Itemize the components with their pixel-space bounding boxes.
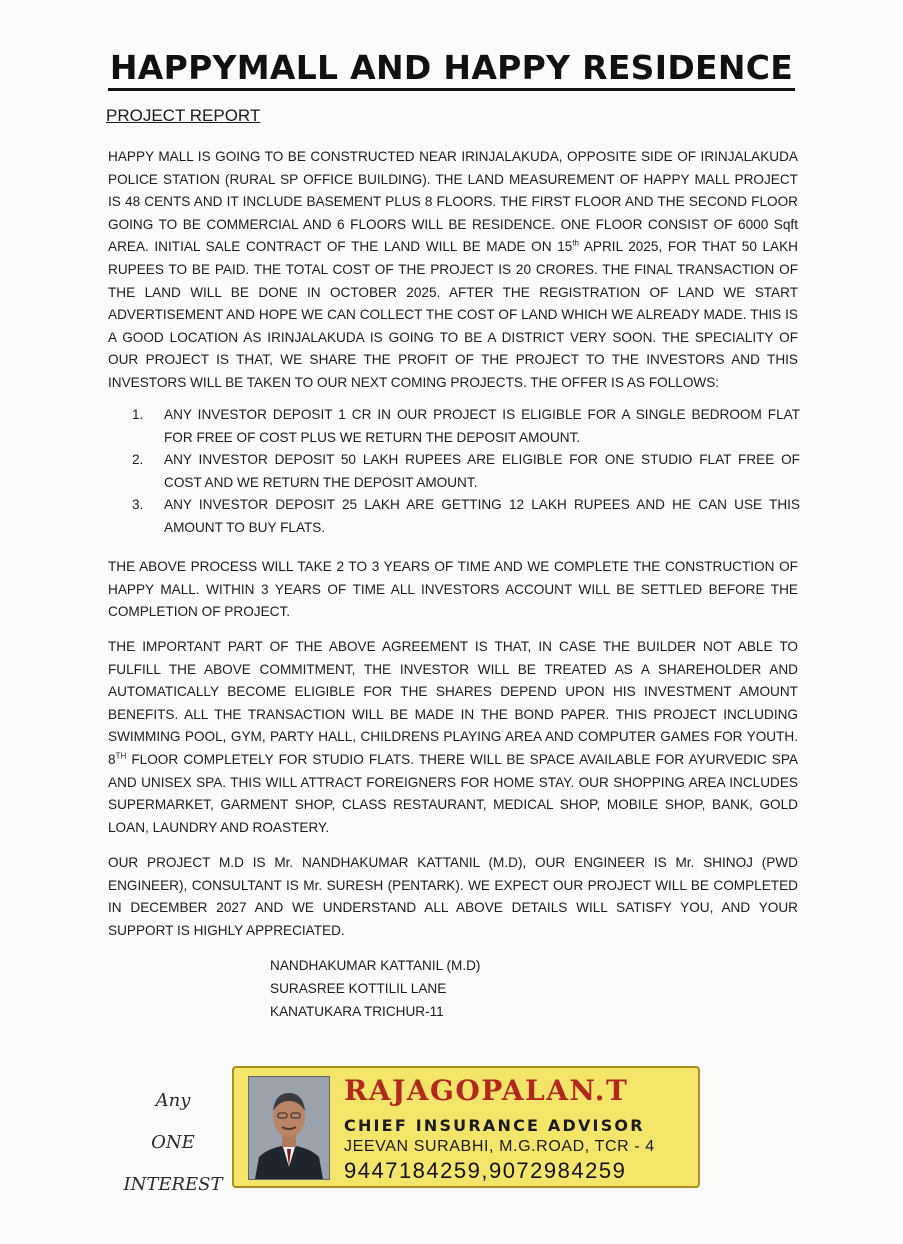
offer-item bbox=[132, 404, 800, 449]
signature-name: NANDHAKUMAR KATTANIL (M.D) bbox=[270, 958, 481, 973]
offer-number: 2. bbox=[132, 452, 144, 468]
paragraph-timeline: THE ABOVE PROCESS WILL TAKE 2 TO 3 YEARS OF TIME AND WE COMPLETE THE CONSTRUCTION OF HAPPY MALL. WITHIN 3 YEARS OF TIME ALL INVESTORS ACCOUNT WILL BE SETTLED BEFORE THE COMPLETION OF PROJECT. bbox=[108, 559, 798, 620]
offer-text: ANY INVESTOR DEPOSIT 50 LAKH RUPEES ARE ELIGIBLE FOR ONE STUDIO FLAT FREE OF COST AND WE RETURN THE DEPOSIT AMOUNT. bbox=[164, 452, 800, 490]
advisor-photo bbox=[248, 1076, 330, 1180]
advisor-stamp bbox=[232, 1066, 700, 1188]
signature-address-line: SURASREE KOTTILIL LANE bbox=[270, 981, 447, 996]
paragraph-agreement-text: THE IMPORTANT PART OF THE ABOVE AGREEMENT IS THAT, IN CASE THE BUILDER NOT ABLE TO FULFILL THE ABOVE COMMITMENT, THE INVESTOR WILL BE TREATED AS A SHAREHOLDER AND AUTOMATICALLY BECOME ELIGIBLE FOR THE SHARES DEPEND UPON HIS INVESTMENT AMOUNT BENEFITS. ALL THE TRANSACTION WILL BE MADE IN THE BOND PAPER. THIS PROJECT INCLUDING SWIMMING POOL, GYM, PARTY HALL, CHILDRENS PLAYING AREA AND COMPUTER GAMES FOR YOUTH. 8TH FLOOR COMPLETELY FOR STUDIO FLATS. THERE WILL BE SPACE AVAILABLE FOR AYURVEDIC SPA AND UNISEX SPA. THIS WILL ATTRACT FOREIGNERS FOR HOME STAY. OUR SHOPPING AREA INCLUDES SUPERMARKET, GARMENT SHOP, CLASS RESTAURANT, MEDICAL SHOP, MOBILE SHOP, BANK, GOLD LOAN, LAUNDRY AND ROASTERY. bbox=[108, 639, 798, 835]
section-heading: PROJECT REPORT bbox=[106, 106, 261, 125]
advisor-name: RAJAGOPALAN.T bbox=[344, 1074, 629, 1107]
paragraph-agreement bbox=[108, 636, 798, 839]
advisor-address: JEEVAN SURABHI, M.G.ROAD, TCR - 4 bbox=[344, 1138, 655, 1155]
document-title-text: HAPPYMALL AND HAPPY RESIDENCE bbox=[108, 48, 795, 91]
paragraph-team: OUR PROJECT M.D IS Mr. NANDHAKUMAR KATTANIL (M.D), OUR ENGINEER IS Mr. SHINOJ (PWD ENGINEER), CONSULTANT IS Mr. SURESH (PENTARK). WE EXPECT OUR PROJECT WILL BE COMPLETED IN DECEMBER 2027 AND WE UNDERSTAND ALL ABOVE DETAILS WILL SATISFY YOU, AND YOUR SUPPORT IS HIGHLY APPRECIATED. bbox=[108, 855, 798, 938]
offer-text: ANY INVESTOR DEPOSIT 25 LAKH ARE GETTING 12 LAKH RUPEES AND HE CAN USE THIS AMOUNT TO BUY FLATS. bbox=[164, 497, 800, 535]
advisor-role: CHIEF INSURANCE ADVISOR bbox=[344, 1116, 645, 1135]
offer-item bbox=[132, 449, 800, 494]
ordinal-suffix: TH bbox=[115, 751, 127, 761]
advisor-phone: 9447184259,9072984259 bbox=[344, 1158, 627, 1183]
paragraph-intro-text: HAPPY MALL IS GOING TO BE CONSTRUCTED NEAR IRINJALAKUDA, OPPOSITE SIDE OF IRINJALAKUDA POLICE STATION (RURAL SP OFFICE BUILDING). THE LAND MEASUREMENT OF HAPPY MALL PROJECT IS 48 CENTS AND IT INCLUDE BASEMENT PLUS 8 FLOORS. THE FIRST FLOOR AND THE SECOND FLOOR GOING TO BE COMMERCIAL AND 6 FLOORS WILL BE RESIDENCE. ONE FLOOR CONSIST OF 6000 Sqft AREA. INITIAL SALE CONTRACT OF THE LAND WILL BE MADE ON 15th APRIL 2025, FOR THAT 50 LAKH RUPEES TO BE PAID. THE TOTAL COST OF THE PROJECT IS 20 CRORES. THE FINAL TRANSACTION OF THE LAND WILL BE DONE IN OCTOBER 2025. AFTER THE REGISTRATION OF LAND WE START ADVERTISEMENT AND HOPE WE CAN COLLECT THE COST OF LAND WHICH WE ALREADY MADE. THIS IS A GOOD LOCATION AS IRINJALAKUDA IS GOING TO BE A DISTRICT VERY SOON. THE SPECIALITY OF OUR PROJECT IS THAT, WE SHARE THE PROFIT OF THE PROJECT TO THE INVESTORS AND THIS INVESTORS WILL BE TAKEN TO OUR NEXT COMING PROJECTS. THE OFFER IS AS FOLLOWS: bbox=[108, 149, 798, 390]
ordinal-suffix: th bbox=[572, 238, 579, 248]
handwritten-line: INTEREST bbox=[123, 1174, 223, 1195]
offer-number: 3. bbox=[132, 497, 144, 513]
offer-number: 1. bbox=[132, 407, 144, 422]
handwritten-line: Any bbox=[155, 1090, 191, 1111]
offer-list bbox=[132, 404, 800, 540]
offer-item bbox=[132, 494, 800, 539]
document-title bbox=[0, 48, 903, 87]
signature-block bbox=[270, 954, 480, 1023]
handwritten-line: ONE bbox=[151, 1132, 195, 1153]
handwritten-note bbox=[118, 1080, 228, 1206]
paragraph-intro bbox=[108, 146, 798, 395]
signature-address-line: KANATUKARA TRICHUR-11 bbox=[270, 1004, 444, 1019]
portrait-icon bbox=[249, 1077, 329, 1179]
offer-text: ANY INVESTOR DEPOSIT 1 CR IN OUR PROJECT IS ELIGIBLE FOR A SINGLE BEDROOM FLAT FOR FREE OF COST PLUS WE RETURN THE DEPOSIT AMOUNT. bbox=[164, 407, 800, 445]
